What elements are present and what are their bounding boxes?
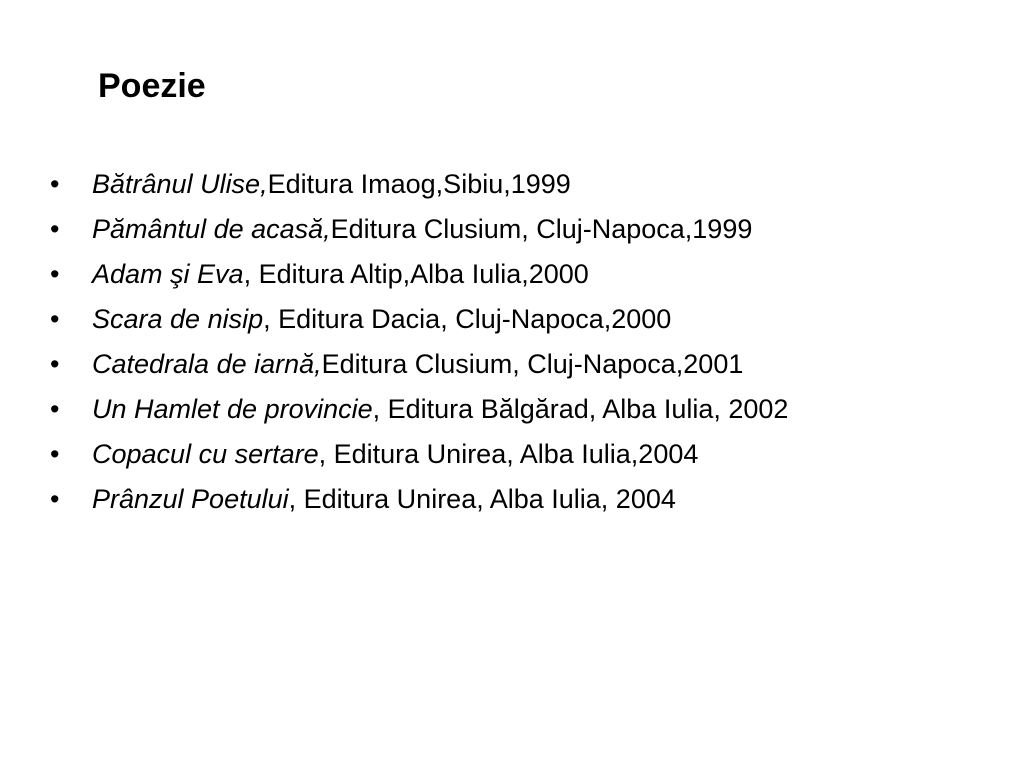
list-item: [50, 258, 930, 291]
list-item: [50, 303, 930, 336]
list-item: [50, 483, 930, 516]
publication-details: , Editura Altip,Alba Iulia,2000: [243, 259, 589, 289]
book-title: Un Hamlet de provincie: [92, 394, 373, 424]
publication-details: , Editura Unirea, Alba Iulia,2004: [318, 439, 699, 469]
bullet-icon: •: [50, 304, 60, 334]
publication-details: Editura Imaog,Sibiu,1999: [267, 169, 571, 199]
publication-details: Editura Clusium, Cluj-Napoca,2001: [321, 349, 744, 379]
publication-details: Editura Clusium, Cluj-Napoca,1999: [330, 214, 753, 244]
book-title: Adam şi Eva: [92, 259, 244, 289]
bibliography-list: [50, 168, 930, 528]
list-item: [50, 168, 930, 201]
list-item: [50, 213, 930, 246]
bullet-icon: •: [50, 439, 60, 469]
book-title: Prânzul Poetului: [92, 484, 289, 514]
bullet-icon: •: [50, 349, 60, 379]
bullet-icon: •: [50, 169, 60, 199]
bullet-icon: •: [50, 259, 60, 289]
bullet-icon: •: [50, 394, 60, 424]
publication-details: , Editura Bălgărad, Alba Iulia, 2002: [372, 394, 789, 424]
book-title: Pământul de acasă,: [92, 214, 331, 244]
publication-details: , Editura Unirea, Alba Iulia, 2004: [288, 484, 676, 514]
book-title: Catedrala de iarnă,: [92, 349, 322, 379]
publication-details: , Editura Dacia, Cluj-Napoca,2000: [263, 304, 672, 334]
book-title: Scara de nisip: [92, 304, 264, 334]
list-item: [50, 393, 930, 426]
book-title: Copacul cu sertare: [92, 439, 319, 469]
bullet-icon: •: [50, 484, 60, 514]
list-item: [50, 438, 930, 471]
slide-title: Poezie: [98, 67, 206, 105]
bullet-icon: •: [50, 214, 60, 244]
list-item: [50, 348, 930, 381]
book-title: Bătrânul Ulise,: [92, 169, 268, 199]
